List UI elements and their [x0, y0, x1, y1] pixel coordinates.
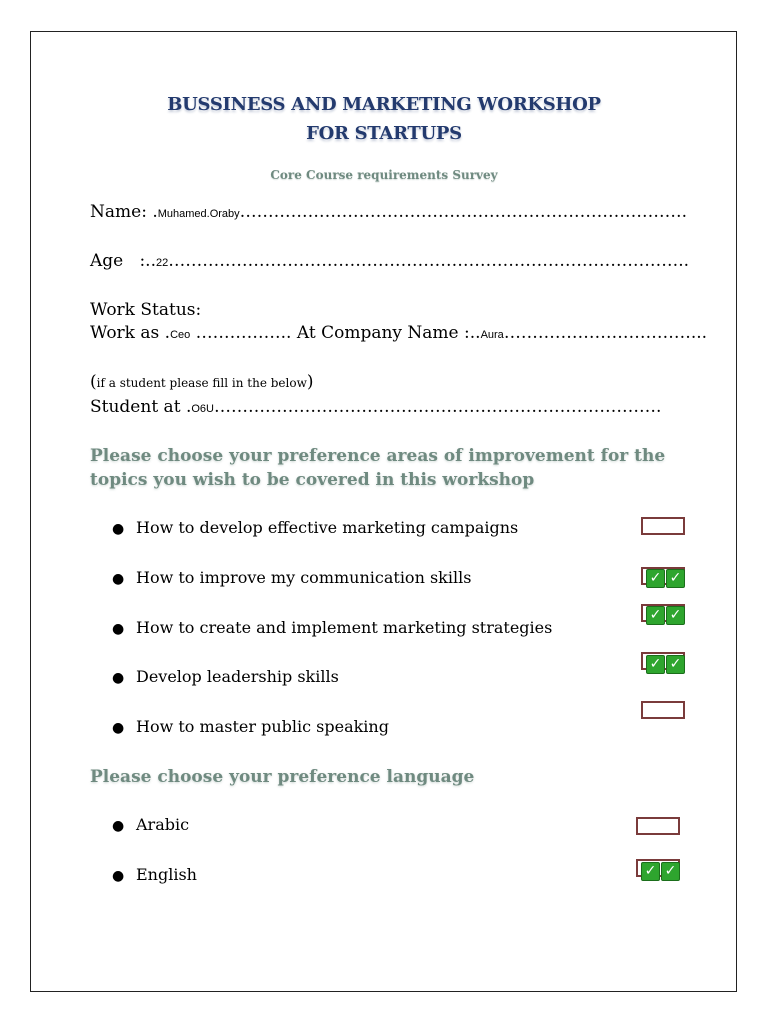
student-note: (if a student please fill in the below)	[90, 372, 314, 392]
work-as-label: Work as	[90, 323, 160, 343]
work-row: Work as .Ceo …………….. At Company Name :..Aura……………………………...	[90, 323, 708, 343]
check-mark-icon: ✓ ✓	[646, 606, 685, 625]
age-row: Age :..22………………………………………………………………………………..	[90, 251, 690, 271]
name-row: Name: .Muhamed.Oraby…………………………………………………………………….	[90, 202, 688, 222]
list-item: ● English	[112, 865, 197, 884]
student-label: Student at	[90, 397, 181, 417]
check-mark-icon: ✓ ✓	[646, 569, 685, 588]
age-field[interactable]: 22	[155, 257, 169, 269]
language-heading: Please choose your preference language	[90, 767, 475, 787]
age-label: Age	[90, 251, 124, 271]
list-item: ● How to improve my communication skills	[112, 568, 472, 587]
document-subtitle: Core Course requirements Survey	[270, 168, 498, 182]
list-item: ● Develop leadership skills	[112, 667, 339, 686]
work-status-label: Work Status:	[90, 300, 202, 320]
checkbox-icon[interactable]	[636, 817, 680, 835]
work-as-field[interactable]: Ceo	[170, 329, 191, 341]
list-item: ● How to create and implement marketing strategies	[112, 618, 553, 637]
student-field[interactable]: O6U	[191, 403, 214, 415]
check-mark-icon: ✓ ✓	[641, 862, 680, 881]
document-title-line1: BUSSINESS AND MARKETING WORKSHOP	[167, 94, 601, 115]
company-field[interactable]: Aura	[480, 329, 504, 341]
topics-heading: Please choose your preference areas of improvement for the topics you wish to be covered in this workshop	[90, 446, 666, 490]
list-item: ● How to develop effective marketing campaigns	[112, 518, 519, 537]
student-row: Student at .O6U…………………………………………………………………….	[90, 397, 662, 417]
name-label: Name:	[90, 202, 147, 222]
checkbox-icon[interactable]	[641, 701, 685, 719]
name-field[interactable]: Muhamed.Oraby	[157, 208, 240, 220]
document-title-line2: FOR STARTUPS	[306, 123, 462, 144]
list-item: ● How to master public speaking	[112, 717, 389, 736]
list-item: ● Arabic	[112, 815, 190, 834]
company-label: At Company Name :	[296, 323, 470, 343]
check-mark-icon: ✓ ✓	[646, 655, 685, 674]
checkbox-icon[interactable]	[641, 517, 685, 535]
